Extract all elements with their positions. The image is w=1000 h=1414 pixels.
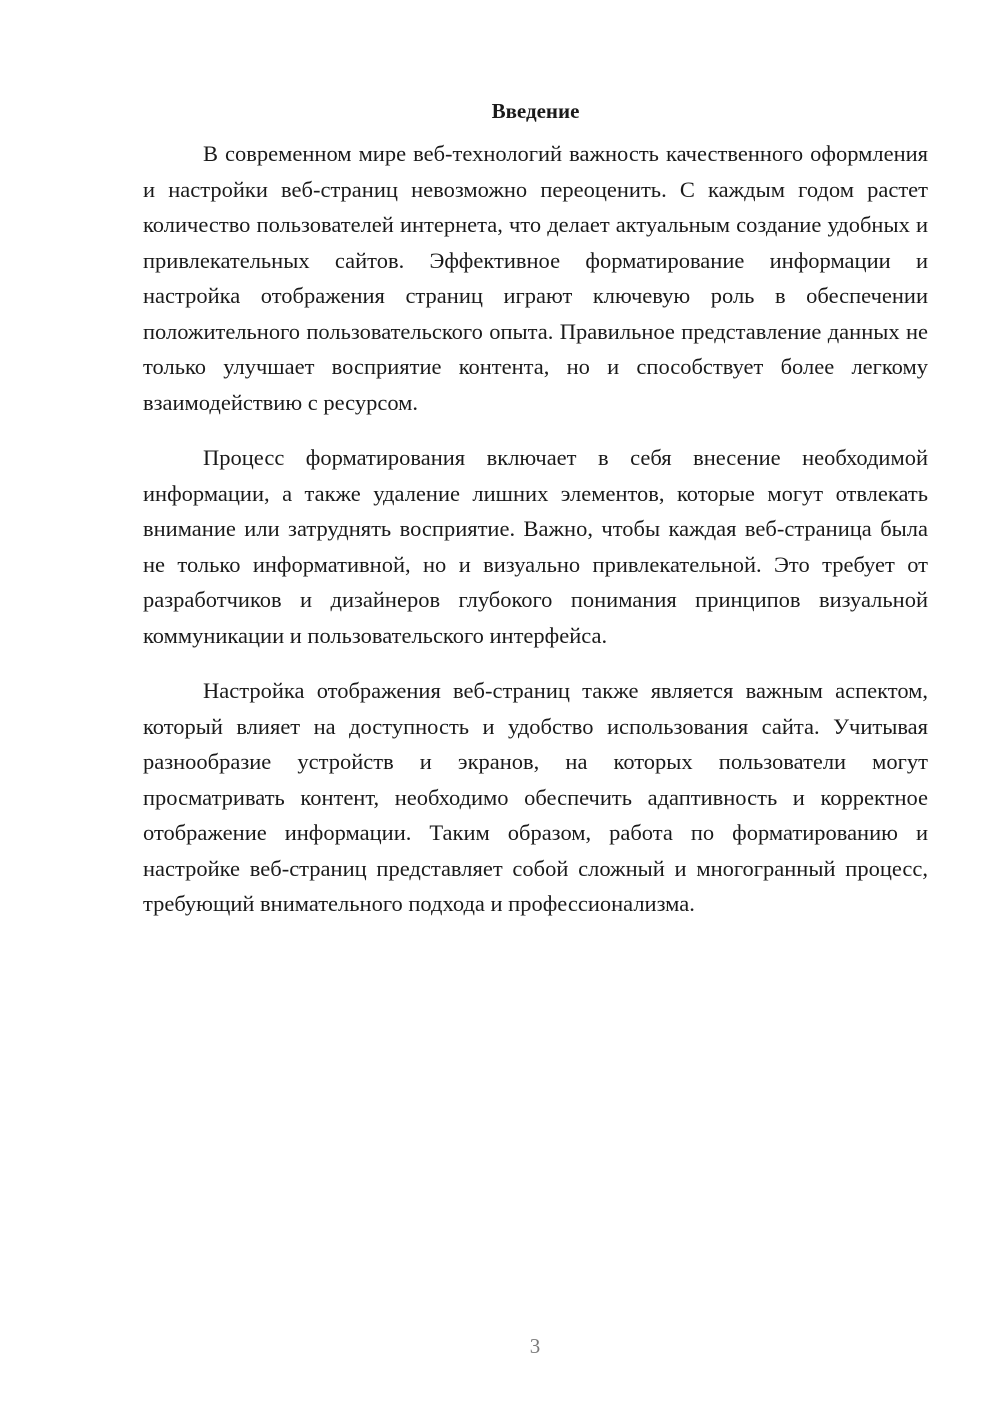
- paragraph-1: В современном мире веб-технологий важность качественного оформления и настройки веб-страниц невозможно переоценить. С каждым годом растет количество пользователей интернета, что делает актуальным создание удобных и привлекательных сайтов. Эффективное форматирование информации и настройка отображения страниц играют ключевую роль в обеспечении положительного пользовательского опыта. Правильное представление данных не только улучшает восприятие контента, но и способствует более легкому взаимодействию с ресурсом.: [143, 141, 928, 415]
- paragraph-3: Настройка отображения веб-страниц также является важным аспектом, который влияет на доступность и удобство использования сайта. Учитывая разнообразие устройств и экранов, на которых пользователи могут просматривать контент, необходимо обеспечить адаптивность и корректное отображение информации. Таким образом, работа по форматированию и настройке веб-страниц представляет собой сложный и многогранный процесс, требующий внимательного подхода и профессионализма.: [143, 678, 928, 916]
- page-number: 3: [529, 1334, 541, 1358]
- paragraph-2: Процесс форматирования включает в себя внесение необходимой информации, а также удаление лишних элементов, которые могут отвлекать внимание или затруднять восприятие. Важно, чтобы каждая веб-страница была не только информативной, но и визуально привлекательной. Это требует от разработчиков и дизайнеров глубокого понимания принципов визуальной коммуникации и пользовательского интерфейса.: [143, 445, 928, 648]
- page-content: [143, 96, 928, 942]
- section-title: Введение: [491, 99, 580, 123]
